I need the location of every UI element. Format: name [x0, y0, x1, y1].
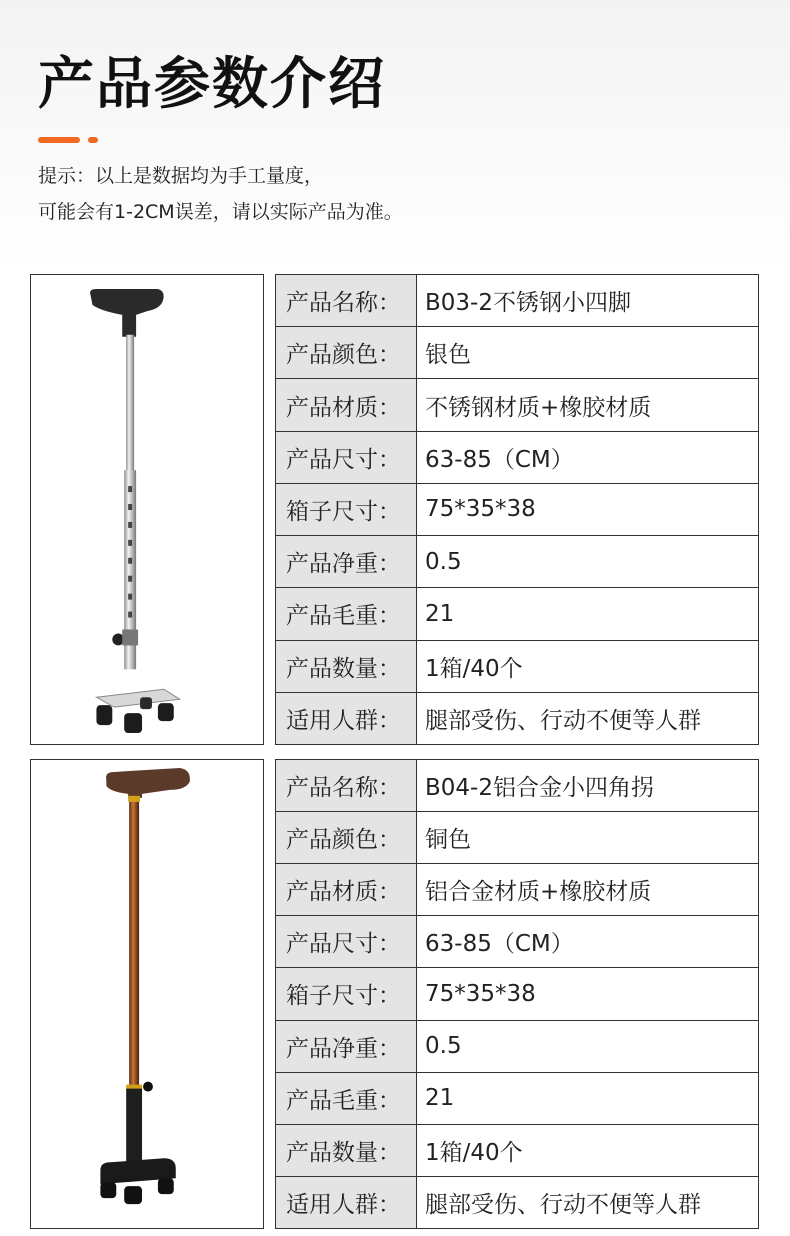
spec-row-material: [276, 864, 758, 916]
spec-key: 产品毛重：: [276, 1073, 416, 1124]
spec-value: 1箱/40个: [416, 1125, 758, 1176]
spec-key: 产品数量：: [276, 641, 416, 692]
spec-table: [275, 274, 759, 745]
spec-value: 21: [416, 588, 758, 639]
spec-value: B04-2铝合金小四角拐: [416, 760, 758, 811]
spec-key: 箱子尺寸：: [276, 968, 416, 1019]
spec-row-quantity: [276, 641, 758, 693]
spec-row-gross-weight: [276, 588, 758, 640]
spec-value: 0.5: [416, 1021, 758, 1072]
spec-key: 箱子尺寸：: [276, 484, 416, 535]
spec-key: 产品材质：: [276, 864, 416, 915]
spec-value: 21: [416, 1073, 758, 1124]
spec-row-target-users: [276, 1177, 758, 1229]
spec-value: 银色: [416, 327, 758, 378]
spec-row-gross-weight: [276, 1073, 758, 1125]
spec-row-name: [276, 275, 758, 327]
spec-value: 铜色: [416, 812, 758, 863]
spec-value: B03-2不锈钢小四脚: [416, 275, 758, 326]
spec-value: 不锈钢材质+橡胶材质: [416, 379, 758, 430]
spec-row-net-weight: [276, 1021, 758, 1073]
spec-value: 75*35*38: [416, 484, 758, 535]
spec-key: 产品数量：: [276, 1125, 416, 1176]
spec-row-size: [276, 432, 758, 484]
spec-key: 产品名称：: [276, 275, 416, 326]
spec-value: 63-85（CM）: [416, 432, 758, 483]
spec-key: 适用人群：: [276, 1177, 416, 1228]
measurement-note-line2: 可能会有1-2CM误差，请以实际产品为准。: [38, 201, 403, 223]
spec-value: 75*35*38: [416, 968, 758, 1019]
spec-key: 适用人群：: [276, 693, 416, 744]
spec-key: 产品净重：: [276, 536, 416, 587]
spec-row-color: [276, 812, 758, 864]
spec-row-target-users: [276, 693, 758, 745]
title-accent-dot: [88, 137, 98, 143]
spec-key: 产品颜色：: [276, 812, 416, 863]
product-image-frame: [30, 274, 264, 745]
spec-value: 1箱/40个: [416, 641, 758, 692]
spec-row-color: [276, 327, 758, 379]
spec-value: 腿部受伤、行动不便等人群: [416, 693, 758, 744]
spec-row-quantity: [276, 1125, 758, 1177]
spec-key: 产品净重：: [276, 1021, 416, 1072]
spec-row-size: [276, 916, 758, 968]
spec-key: 产品名称：: [276, 760, 416, 811]
spec-value: 腿部受伤、行动不便等人群: [416, 1177, 758, 1228]
spec-row-box-size: [276, 968, 758, 1020]
spec-key: 产品尺寸：: [276, 916, 416, 967]
spec-row-material: [276, 379, 758, 431]
silver-quad-cane-image: [31, 275, 263, 744]
measurement-note-line1: 提示：以上是数据均为手工量度，: [38, 165, 324, 187]
title-accent-bar: [38, 137, 80, 143]
spec-key: 产品材质：: [276, 379, 416, 430]
spec-value: 铝合金材质+橡胶材质: [416, 864, 758, 915]
product-block-1: [30, 274, 760, 745]
spec-table: [275, 759, 759, 1229]
spec-key: 产品尺寸：: [276, 432, 416, 483]
page-title: 产品参数介绍: [38, 52, 386, 117]
spec-row-net-weight: [276, 536, 758, 588]
spec-key: 产品颜色：: [276, 327, 416, 378]
product-image-frame: [30, 759, 264, 1229]
bronze-quad-cane-image: [31, 760, 263, 1228]
spec-row-name: [276, 760, 758, 812]
spec-key: 产品毛重：: [276, 588, 416, 639]
spec-value: 0.5: [416, 536, 758, 587]
product-block-2: [30, 759, 760, 1229]
spec-value: 63-85（CM）: [416, 916, 758, 967]
spec-row-box-size: [276, 484, 758, 536]
